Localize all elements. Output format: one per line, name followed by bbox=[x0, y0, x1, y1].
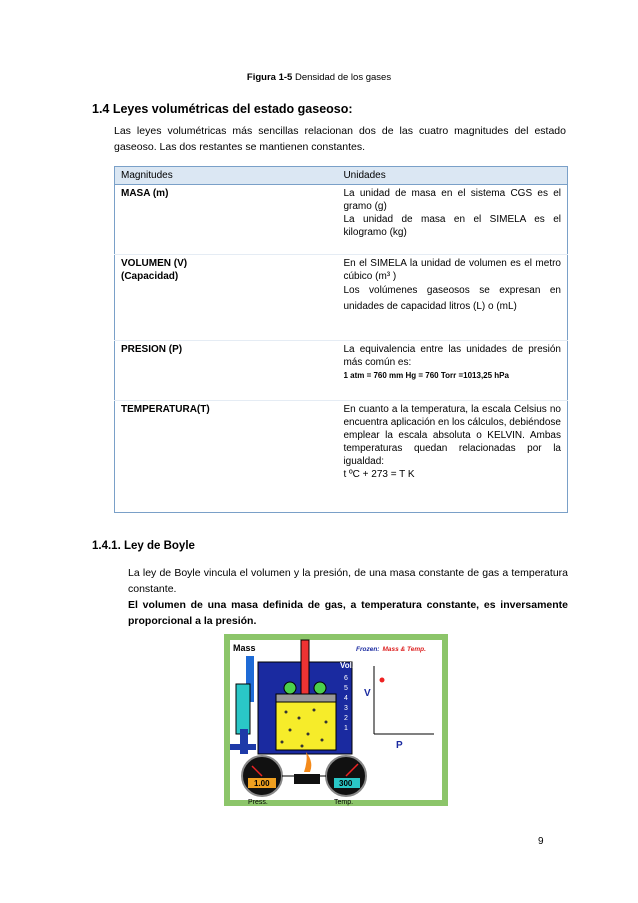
magnitude-line: VOLUMEN (V) bbox=[121, 258, 188, 269]
vol-tick: 2 bbox=[344, 715, 348, 722]
table-header-row bbox=[115, 167, 568, 185]
figure-caption-text: Densidad de los gases bbox=[292, 72, 392, 83]
units-line: Los volúmenes gaseosos se expresan en unidades de capacidad litros (L) o (mL) bbox=[343, 285, 561, 312]
valve-stem bbox=[240, 729, 248, 754]
mass-label: Mass bbox=[233, 643, 256, 653]
pressure-equivalence: 1 atm = 760 mm Hg = 760 Torr =1013,25 hPa bbox=[343, 371, 509, 380]
burner bbox=[294, 774, 320, 784]
weight-1 bbox=[284, 682, 296, 694]
units-line: En el SIMELA la unidad de volumen es el metro cúbico (m³ ) bbox=[343, 258, 561, 282]
weight-2 bbox=[314, 682, 326, 694]
units-line: t ºC + 273 = T K bbox=[343, 469, 415, 480]
units-volume bbox=[337, 255, 567, 341]
header-units: Unidades bbox=[337, 167, 567, 185]
table-row bbox=[115, 401, 568, 513]
vol-label: Vol. bbox=[340, 661, 355, 670]
subsection-title: 1.4.1. Ley de Boyle bbox=[92, 540, 195, 552]
figure-caption bbox=[0, 72, 638, 83]
boyle-figure bbox=[224, 634, 448, 806]
temp-label: Temp. bbox=[334, 799, 354, 806]
gas-volume bbox=[276, 702, 336, 750]
units-pressure bbox=[337, 341, 567, 401]
boyle-illustration bbox=[224, 634, 448, 806]
frozen-value: Mass & Temp. bbox=[382, 646, 426, 653]
pv-point bbox=[380, 678, 385, 683]
units-line: La unidad de masa en el SIMELA es el kilogramo (kg) bbox=[343, 214, 561, 238]
vol-tick: 6 bbox=[344, 675, 348, 682]
table-row bbox=[115, 341, 568, 401]
press-label: Press. bbox=[248, 799, 268, 806]
table-row bbox=[115, 185, 568, 255]
magnitude-mass: MASA (m) bbox=[115, 185, 338, 255]
section-title: 1.4 Leyes volumétricas del estado gaseoso: bbox=[92, 102, 353, 116]
table-row bbox=[115, 255, 568, 341]
units-line: La unidad de masa en el sistema CGS es el gramo (g) bbox=[343, 188, 561, 212]
mass-reservoir bbox=[236, 684, 250, 734]
magnitudes-table bbox=[114, 166, 568, 513]
vol-tick: 1 bbox=[344, 725, 348, 732]
subsection-bold: El volumen de una masa definida de gas, a temperatura constante, es inversamente proporcional a la presión. bbox=[128, 599, 568, 627]
subsection-body bbox=[128, 565, 568, 629]
magnitude-pressure: PRESION (P) bbox=[115, 341, 338, 401]
units-line: La equivalencia entre las unidades de presión más común es: bbox=[343, 344, 561, 368]
units-line: En cuanto a la temperatura, la escala Celsius no encuentra aplicación en los cálculos, debiéndose emplear la escala absoluta o KELVIN. Ambas temperaturas quedan relacionadas por la igualdad: bbox=[343, 404, 561, 467]
frozen-key: Frozen: bbox=[356, 646, 380, 653]
vol-tick: 3 bbox=[344, 705, 348, 712]
piston-rod bbox=[301, 640, 309, 694]
vol-tick: 5 bbox=[344, 685, 348, 692]
section-intro: Las leyes volumétricas más sencillas relacionan dos de las cuatro magnitudes del estado gaseoso. Las dos restantes se mantienen constantes. bbox=[114, 125, 566, 153]
units-temperature bbox=[337, 401, 567, 513]
valve-base bbox=[230, 744, 256, 750]
units-mass bbox=[337, 185, 567, 255]
magnitude-line: (Capacidad) bbox=[121, 271, 179, 282]
vol-tick: 4 bbox=[344, 695, 348, 702]
piston bbox=[276, 694, 336, 702]
temperature-readout: 300 bbox=[339, 779, 353, 788]
figure-caption-label: Figura 1-5 bbox=[246, 72, 293, 83]
frozen-label bbox=[356, 646, 426, 653]
pressure-readout: 1.00 bbox=[254, 779, 270, 788]
magnitude-temperature: TEMPERATURA(T) bbox=[115, 401, 338, 513]
page-number: 9 bbox=[538, 836, 544, 847]
v-axis-label: V bbox=[364, 688, 371, 699]
magnitude-volume bbox=[115, 255, 338, 341]
header-magnitudes: Magnitudes bbox=[115, 167, 338, 185]
p-axis-label: P bbox=[396, 740, 403, 751]
subsection-text: La ley de Boyle vincula el volumen y la presión, de una masa constante de gas a temperatura constante. bbox=[128, 567, 568, 595]
